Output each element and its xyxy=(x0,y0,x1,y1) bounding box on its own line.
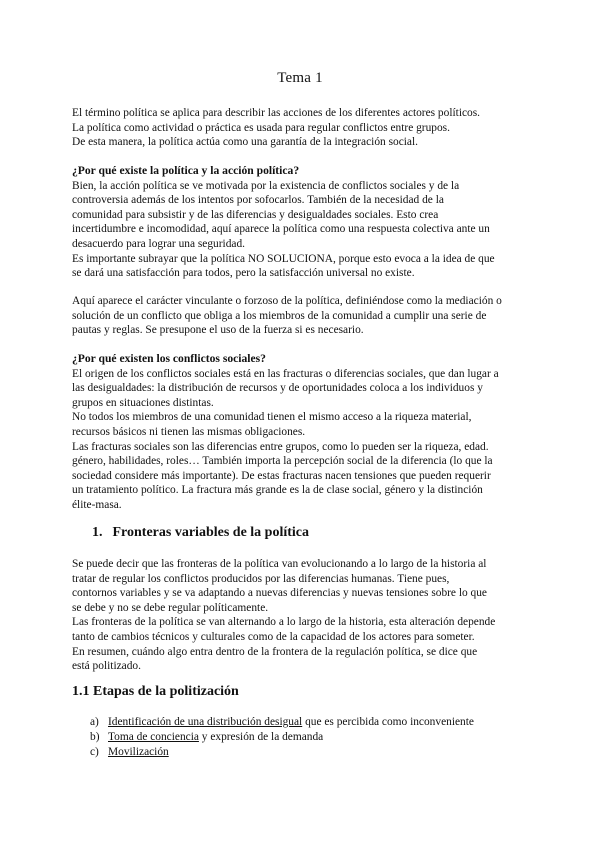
section-conflictos xyxy=(72,352,542,513)
text-line: se dará una satisfacción para todos, pero la satisfacción universal no existe. xyxy=(72,267,415,280)
text-line: incertidumbre e incomodidad, aquí aparece la política como una respuesta colectiva ante un xyxy=(72,223,490,236)
text-line: las desigualdades: la distribución de recursos y de oportunidades coloca a los individuos y xyxy=(72,382,483,395)
list-item-underlined: Identificación de una distribución desigual xyxy=(108,716,303,728)
text-line: El término política se aplica para describir las acciones de los diferentes actores políticos. xyxy=(72,107,481,119)
text-line: está politizado. xyxy=(72,660,141,673)
text-line: Las fronteras de la política se van alternando a lo largo de la historia, esta alteración depende xyxy=(72,616,496,629)
heading-text: Fronteras variables de la política xyxy=(112,525,309,540)
text-line: solución de un conflicto que obliga a los miembros de la comunidad a cumplir una serie de xyxy=(72,309,487,322)
text-line: El origen de los conflictos sociales está en las fracturas o diferencias sociales, que dan lugar a xyxy=(72,367,499,380)
page-title: Tema 1 xyxy=(277,70,323,86)
list-item-underlined: Toma de conciencia xyxy=(108,731,199,743)
section-politica xyxy=(72,164,542,281)
text-line: Bien, la acción política se ve motivada por la existencia de conflictos sociales y de la xyxy=(72,179,460,192)
text-line: un tratamiento político. La fractura más grande es la de clase social, género y la distinción xyxy=(72,484,483,497)
text-line: tanto de cambios técnicos y culturales como de la capacidad de los actores para someter. xyxy=(72,630,475,643)
text-line: grupos en situaciones distintas. xyxy=(72,396,214,409)
list-item-text: y expresión de la demanda xyxy=(198,731,324,743)
heading-number: 1. xyxy=(92,525,103,540)
text-line: No todos los miembros de una comunidad tienen el mismo acceso a la riqueza material, xyxy=(72,411,472,424)
intro-paragraph xyxy=(72,106,542,150)
text-line: pautas y reglas. Se presupone el uso de la fuerza si es necesario. xyxy=(72,324,364,337)
text-line: En resumen, cuándo algo entra dentro de la frontera de la regulación política, se dice que xyxy=(72,645,478,658)
section-fronteras xyxy=(72,557,542,674)
heading-etapas: 1.1 Etapas de la politización xyxy=(72,684,239,699)
heading-fronteras xyxy=(92,525,309,541)
text-line: se debe y no se debe regular políticamente. xyxy=(72,601,269,614)
list-item xyxy=(90,715,474,730)
list-item-text: que es percibida como inconveniente xyxy=(302,716,474,728)
text-line: desacuerdo para lograr una seguridad. xyxy=(72,237,245,250)
text-line: Las fracturas sociales son las diferencias entre grupos, como lo pueden ser la riqueza, edad. xyxy=(72,440,489,453)
text-line: contornos variables y se va adaptando a nuevas diferencias y nuevas tensiones sobre lo que xyxy=(72,587,487,600)
text-line: Se puede decir que las fronteras de la política van evolucionando a lo largo de la historia al xyxy=(72,558,487,570)
text-line: recursos básicos ni tienen las mismas obligaciones. xyxy=(72,425,306,438)
section-question: ¿Por qué existe la política y la acción política? xyxy=(72,164,300,177)
text-line: Aquí aparece el carácter vinculante o forzoso de la política, definiéndose como la mediación o xyxy=(72,295,502,307)
list-item xyxy=(90,730,474,745)
text-line: controversia además de los intentos por sofocarlos. También de la necesidad de la xyxy=(72,194,444,207)
text-line: sociedad considere más importante). De estas fracturas nacen tensiones que pueden requerir xyxy=(72,469,491,482)
text-line: Es importante subrayar que la política NO SOLUCIONA, porque esto evoca a la idea de que xyxy=(72,252,495,265)
text-line: comunidad para subsistir y de las diferencias y desigualdades sociales. Esto crea xyxy=(72,208,439,221)
list-marker: c) xyxy=(90,746,99,758)
etapas-list xyxy=(90,715,474,760)
list-marker: b) xyxy=(90,731,100,743)
list-item xyxy=(90,745,474,760)
section-question: ¿Por qué existen los conflictos sociales? xyxy=(72,352,266,365)
list-marker: a) xyxy=(90,716,99,728)
text-line: élite-masa. xyxy=(72,498,122,511)
text-line: tratar de regular los conflictos producidos por las diferencias humanas. Tiene pues, xyxy=(72,572,450,585)
list-item-underlined: Movilización xyxy=(108,746,169,758)
section-vinculante xyxy=(72,294,542,338)
text-line: La política como actividad o práctica es usada para regular conflictos entre grupos. xyxy=(72,121,450,134)
text-line: género, habilidades, roles… También importa la percepción social de la diferencia (lo que la xyxy=(72,455,493,468)
text-line: De esta manera, la política actúa como una garantía de la integración social. xyxy=(72,136,418,149)
